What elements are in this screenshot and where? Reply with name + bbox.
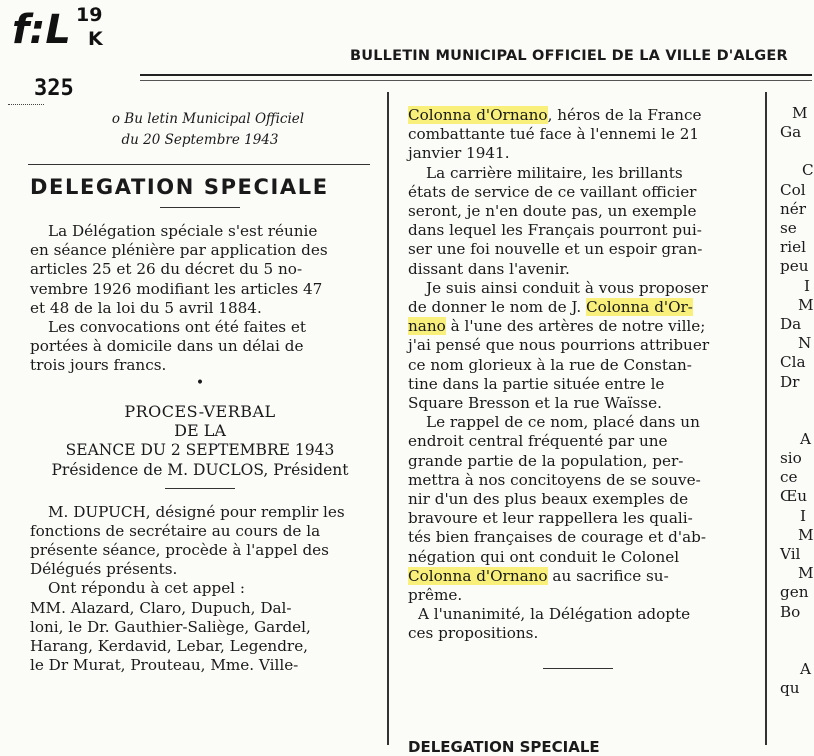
text-fragment: Bo — [780, 602, 801, 621]
title-rule — [160, 207, 240, 208]
career-paragraph — [408, 164, 748, 279]
header-rule-top — [140, 74, 812, 76]
text-line: MM. Alazard, Claro, Dupuch, Dal- — [30, 598, 292, 617]
shelf-mark: f:L — [12, 7, 71, 53]
text-fragment: se — [780, 219, 797, 238]
text-fragment: au sacrifice su- — [547, 566, 669, 585]
text-line: fonctions de secrétaire au cours de la — [30, 521, 321, 540]
dateline-rule — [28, 164, 370, 165]
text-fragment: Da — [780, 315, 802, 334]
text-fragment: I — [800, 506, 806, 525]
text-line: bravoure et leur rappellera les quali- — [408, 509, 693, 528]
text-line: nir d'un des plus beaux exemples de — [408, 490, 689, 509]
secretary-paragraph — [30, 503, 370, 580]
text-line: ces propositions. — [408, 624, 539, 643]
next-section-title-cut: DELEGATION SPECIALE — [408, 738, 600, 756]
text-line — [408, 106, 748, 125]
text-line — [408, 317, 748, 336]
highlight-name: Colonna d'Ornano — [408, 106, 548, 124]
text-fragment: M — [792, 104, 808, 122]
text-line: tés bien françaises de courage et d'ab- — [408, 528, 706, 547]
text-line: ser une foi nouvelle et un espoir gran- — [408, 240, 703, 259]
text-line: Square Bresson et la rue Waïsse. — [408, 394, 662, 413]
text-line: mettra à nos concitoyens de se souve- — [408, 470, 701, 489]
text-line: janvier 1941. — [408, 144, 510, 163]
text-fragment: N — [798, 334, 812, 353]
text-line: portées à domicile dans un délai de — [30, 337, 304, 356]
text-fragment: riel — [780, 238, 806, 257]
pv-rule — [165, 488, 235, 489]
text-fragment: Col — [780, 180, 806, 199]
text-line: Je suis ainsi conduit à vous proposer — [426, 278, 708, 297]
separator-dot: • — [195, 374, 205, 391]
margin-dots — [8, 104, 44, 105]
text-fragment: Œu — [780, 487, 808, 506]
text-line: vembre 1926 modifiant les articles 47 — [30, 279, 323, 298]
column-separator-1 — [387, 92, 389, 745]
text-line: Ont répondu à cet appel : — [48, 579, 245, 598]
text-line: tine dans la partie située entre le — [408, 374, 665, 393]
text-fragment: ce — [780, 468, 798, 487]
pv-title: PROCES-VERBAL — [124, 401, 276, 421]
text-line: prême. — [408, 586, 463, 605]
header-rule-bottom — [140, 80, 812, 81]
text-line: seront, je n'en doute pas, un exemple — [408, 202, 697, 221]
pv-presidence: Présidence de M. DUCLOS, Président — [51, 460, 349, 479]
attendance-paragraph — [30, 579, 370, 675]
reminder-paragraph — [408, 413, 748, 605]
text-line: Délégués présents. — [30, 560, 178, 579]
text-line: A l'unanimité, la Délégation adopte — [418, 605, 691, 624]
text-line: présente séance, procède à l'appel des — [30, 541, 329, 560]
text-line: M. DUPUCH, désigné pour remplir les — [48, 502, 345, 521]
text-fragment: A — [800, 659, 811, 678]
text-fragment: C — [802, 161, 814, 180]
text-line: loni, le Dr. Gauthier-Saliège, Gardel, — [30, 617, 311, 636]
text-fragment: Dr — [780, 372, 800, 391]
text-line: La carrière militaire, les brillants — [426, 163, 683, 182]
intro-paragraph — [30, 222, 370, 318]
text-fragment: I — [804, 276, 810, 295]
text-fragment: Cla — [780, 353, 806, 372]
convocation-paragraph — [30, 318, 370, 376]
text-line: ce nom glorieux à la rue de Constan- — [408, 355, 692, 374]
text-line: en séance plénière par application des — [30, 241, 328, 260]
text-line: La Délégation spéciale s'est réunie — [48, 222, 318, 240]
column-separator-2 — [765, 92, 767, 745]
dateline-2: du 20 Septembre 1943 — [121, 132, 279, 148]
page-number: 325 — [34, 76, 74, 101]
text-line: états de service de ce vaillant officier — [408, 182, 697, 201]
text-line: Harang, Kerdavid, Lebar, Legendre, — [30, 637, 309, 656]
text-line — [408, 298, 748, 317]
text-line: grande partie de la population, per- — [408, 451, 684, 470]
text-line: le Dr Murat, Prouteau, Mme. Ville- — [30, 656, 299, 675]
end-rule — [543, 668, 613, 669]
unanimity-paragraph — [408, 605, 748, 643]
highlight-name: nano — [408, 317, 446, 336]
section-title: DELEGATION SPECIALE — [30, 175, 329, 199]
text-line: articles 25 et 26 du décret du 5 no- — [30, 260, 303, 279]
text-fragment: qu — [780, 679, 800, 698]
text-fragment: gen — [780, 583, 809, 602]
shelf-mark-sub-bottom: K — [88, 28, 103, 50]
text-line: dans lequel les Français pourront pui- — [408, 221, 702, 240]
text-fragment: Vil — [780, 545, 801, 564]
text-line: endroit central fréquenté par une — [408, 432, 668, 451]
pv-de-la: DE LA — [174, 420, 226, 440]
text-fragment: , héros de la France — [547, 106, 702, 124]
text-line — [408, 567, 748, 586]
text-fragment: de donner le nom de J. — [408, 298, 586, 317]
text-fragment: nér — [780, 199, 807, 218]
text-line: dissant dans l'avenir. — [408, 259, 570, 278]
text-fragment: peu — [780, 257, 809, 276]
highlight-name: Colonna d'Or- — [585, 298, 693, 317]
pv-seance: SEANCE DU 2 SEPTEMBRE 1943 — [65, 440, 335, 459]
text-line: Les convocations ont été faites et — [48, 318, 307, 337]
text-fragment: sio — [780, 449, 802, 468]
text-line: et 48 de la loi du 5 avril 1884. — [30, 298, 262, 317]
text-fragment: Ga — [780, 123, 802, 142]
text-line: j'ai pensé que nous pourrions attribuer — [408, 336, 710, 355]
column-2 — [408, 106, 748, 669]
text-line: Le rappel de ce nom, placé dans un — [426, 413, 700, 432]
text-line: combattante tué face à l'ennemi le 21 — [408, 125, 700, 144]
proposal-paragraph — [408, 279, 748, 413]
text-line: négation qui ont conduit le Colonel — [408, 547, 680, 566]
running-head: BULLETIN MUNICIPAL OFFICIEL DE LA VILLE D'ALGER — [350, 48, 788, 64]
text-fragment: A — [800, 429, 811, 448]
text-fragment: M — [798, 525, 814, 544]
text-fragment: M — [798, 564, 814, 583]
column-1 — [30, 108, 370, 675]
dateline-1: o Bu letin Municipal Officiel — [111, 111, 305, 127]
highlight-name: Colonna d'Ornano — [408, 566, 548, 585]
text-fragment: M — [798, 295, 814, 314]
text-fragment: à l'une des artères de notre ville; — [445, 317, 706, 336]
text-line: trois jours francs. — [30, 356, 167, 375]
column-3-fragments — [780, 104, 812, 745]
shelf-mark-sub-top: 19 — [76, 4, 103, 26]
